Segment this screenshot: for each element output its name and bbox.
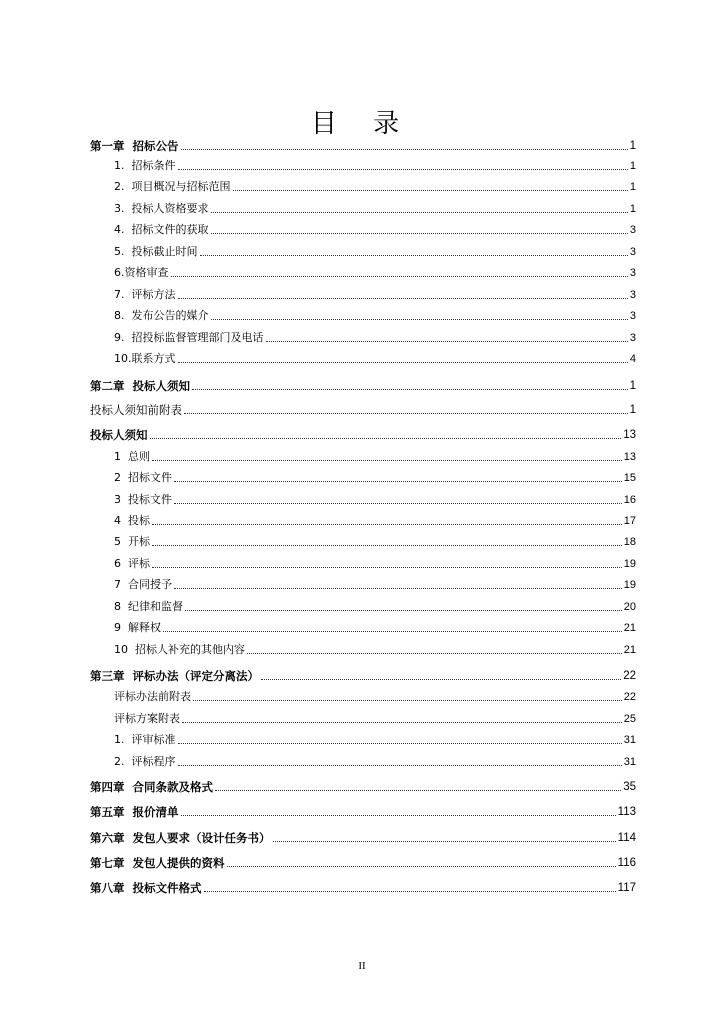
toc-entry[interactable]	[90, 665, 636, 683]
dot-leader	[152, 545, 622, 546]
toc-entry-page: 22	[623, 691, 636, 703]
toc-entry-label: 第六章 发包人要求（设计任务书）	[90, 831, 271, 845]
toc-entry-label: 2 招标文件	[114, 471, 172, 484]
toc-entry-label: 第二章 投标人须知	[90, 379, 191, 393]
toc-entry[interactable]	[114, 751, 636, 769]
toc-entry-page: 116	[617, 857, 636, 869]
toc-entry-label: 第一章 招标公告	[90, 139, 179, 153]
dot-leader	[174, 503, 622, 504]
toc-entry-page: 13	[623, 451, 636, 463]
toc-entry-label: 5 开标	[114, 535, 150, 548]
toc-entry-page: 1	[629, 380, 636, 392]
toc-entry-label: 8. 发布公告的媒介	[114, 309, 209, 322]
toc-entry-label: 4. 招标文件的获取	[114, 223, 209, 236]
toc-entry[interactable]	[90, 852, 636, 870]
toc-entry-page: 3	[629, 332, 636, 344]
toc-entry[interactable]	[90, 877, 636, 895]
dot-leader	[182, 722, 622, 723]
toc-entry-label: 1. 评审标准	[114, 733, 176, 746]
toc-entry[interactable]	[114, 327, 636, 345]
toc-entry-page: 3	[629, 246, 636, 258]
toc-entry-page: 1	[629, 203, 636, 215]
dot-leader	[247, 653, 622, 654]
dot-leader	[178, 298, 628, 299]
dot-leader	[200, 255, 628, 256]
toc-entry-page: 3	[629, 289, 636, 301]
toc-entry-page: 16	[623, 494, 636, 506]
toc-entry-label: 2. 项目概况与招标范围	[114, 180, 231, 193]
dot-leader	[178, 765, 622, 766]
toc-entry-page: 21	[623, 622, 636, 634]
toc-entry-page: 21	[623, 644, 636, 656]
toc-entry-page: 13	[623, 429, 636, 441]
toc-entry-page: 1	[629, 140, 636, 152]
toc-entry-page: 25	[623, 713, 636, 725]
dot-leader	[233, 190, 628, 191]
toc-entry-page: 17	[623, 515, 636, 527]
toc-entry-label: 投标人须知	[90, 428, 148, 442]
toc-entry-label: 5. 投标截止时间	[114, 245, 198, 258]
dot-leader	[178, 743, 622, 744]
toc-entry[interactable]	[114, 596, 636, 614]
toc-entry[interactable]	[90, 776, 636, 794]
toc-entry-page: 114	[617, 832, 636, 844]
toc-entry-label: 评标办法前附表	[114, 690, 191, 703]
toc-entry[interactable]	[90, 827, 636, 845]
toc-entry-page: 18	[623, 536, 636, 548]
dot-leader	[227, 866, 616, 867]
toc-entry-label: 第三章 评标办法（评定分离法）	[90, 669, 260, 683]
page-title: 目 录	[310, 109, 414, 140]
toc-entry[interactable]	[114, 284, 636, 302]
dot-leader	[266, 341, 628, 342]
dot-leader	[273, 841, 616, 842]
dot-leader	[261, 679, 621, 680]
toc-entry-label: 8 纪律和监督	[114, 600, 183, 613]
dot-leader	[192, 389, 628, 390]
dot-leader	[152, 524, 622, 525]
toc-entry[interactable]	[90, 399, 636, 417]
toc-entry[interactable]	[114, 686, 636, 704]
dot-leader	[181, 149, 628, 150]
toc-entry[interactable]	[114, 305, 636, 323]
toc-entry-label: 6 评标	[114, 557, 150, 570]
toc-entry-label: 第七章 发包人提供的资料	[90, 856, 225, 870]
toc-entry-label: 第四章 合同条款及格式	[90, 780, 214, 794]
toc-entry-label: 1. 招标条件	[114, 159, 176, 172]
toc-entry[interactable]	[114, 708, 636, 726]
toc-entry[interactable]	[114, 639, 636, 657]
page-number-footer: II	[358, 960, 366, 972]
toc-entry[interactable]	[114, 348, 636, 366]
toc-entry-label: 7. 评标方法	[114, 288, 176, 301]
dot-leader	[178, 362, 628, 363]
toc-entry-page: 117	[617, 882, 636, 894]
toc-entry[interactable]	[114, 553, 636, 571]
toc-entry-label: 6.资格审查	[114, 266, 169, 279]
toc-entry[interactable]	[114, 176, 636, 194]
toc-entry[interactable]	[114, 262, 636, 280]
toc-entry-label: 1 总则	[114, 450, 150, 463]
toc-entry-page: 31	[623, 734, 636, 746]
toc-entry-label: 10 招标人补充的其他内容	[114, 643, 245, 656]
toc-entry[interactable]	[90, 424, 636, 442]
dot-leader	[152, 460, 622, 461]
toc-entry-label: 3. 投标人资格要求	[114, 202, 209, 215]
dot-leader	[211, 319, 628, 320]
dot-leader	[215, 790, 621, 791]
toc-entry-page: 1	[629, 181, 636, 193]
dot-leader	[178, 169, 628, 170]
toc-entry-label: 第八章 投标文件格式	[90, 881, 202, 895]
dot-leader	[185, 610, 622, 611]
toc-entry[interactable]	[114, 467, 636, 485]
toc-entry[interactable]	[114, 198, 636, 216]
toc-entry-label: 评标方案附表	[114, 712, 180, 725]
toc-entry-label: 9 解释权	[114, 621, 161, 634]
dot-leader	[150, 438, 622, 439]
toc-entry[interactable]	[114, 729, 636, 747]
toc-entry-page: 1	[629, 404, 636, 416]
toc-entry-page: 4	[629, 353, 636, 365]
toc-entry[interactable]	[114, 241, 636, 259]
toc-entry-page: 22	[623, 670, 636, 682]
toc-entry[interactable]	[114, 489, 636, 507]
toc-entry-page: 3	[629, 224, 636, 236]
toc-entry-page: 20	[623, 601, 636, 613]
toc-entry[interactable]	[114, 510, 636, 528]
dot-leader	[211, 212, 628, 213]
toc-entry[interactable]	[114, 574, 636, 592]
toc-entry-label: 3 投标文件	[114, 493, 172, 506]
dot-leader	[181, 815, 616, 816]
dot-leader	[204, 891, 616, 892]
dot-leader	[184, 413, 628, 414]
dot-leader	[193, 700, 622, 701]
toc-entry-label: 4 投标	[114, 514, 150, 527]
toc-entry[interactable]	[114, 617, 636, 635]
toc-entry[interactable]	[90, 375, 636, 393]
dot-leader	[171, 276, 628, 277]
toc-entry-page: 15	[623, 472, 636, 484]
toc-entry-label: 9. 招投标监督管理部门及电话	[114, 331, 264, 344]
toc-entry-label: 7 合同授予	[114, 578, 172, 591]
toc-entry[interactable]	[114, 219, 636, 237]
toc-entry-page: 3	[629, 267, 636, 279]
dot-leader	[211, 233, 628, 234]
toc-entry[interactable]	[114, 446, 636, 464]
toc-entry-label: 第五章 报价清单	[90, 805, 179, 819]
dot-leader	[174, 588, 622, 589]
toc-entry[interactable]	[114, 155, 636, 173]
toc-entry-page: 19	[623, 579, 636, 591]
toc-entry-label: 2. 评标程序	[114, 755, 176, 768]
toc-entry-page: 31	[623, 756, 636, 768]
dot-leader	[163, 631, 622, 632]
toc-entry-page: 113	[617, 806, 636, 818]
toc-entry-page: 1	[629, 160, 636, 172]
toc-entry-label: 10.联系方式	[114, 352, 176, 365]
dot-leader	[174, 481, 622, 482]
toc-entry-page: 3	[629, 310, 636, 322]
dot-leader	[152, 567, 622, 568]
toc-entry-page: 19	[623, 558, 636, 570]
toc-entry[interactable]	[90, 135, 636, 153]
toc-entry-page: 35	[623, 781, 636, 793]
toc-entry-label: 投标人须知前附表	[90, 403, 182, 417]
toc-entry[interactable]	[90, 801, 636, 819]
toc-entry[interactable]	[114, 531, 636, 549]
